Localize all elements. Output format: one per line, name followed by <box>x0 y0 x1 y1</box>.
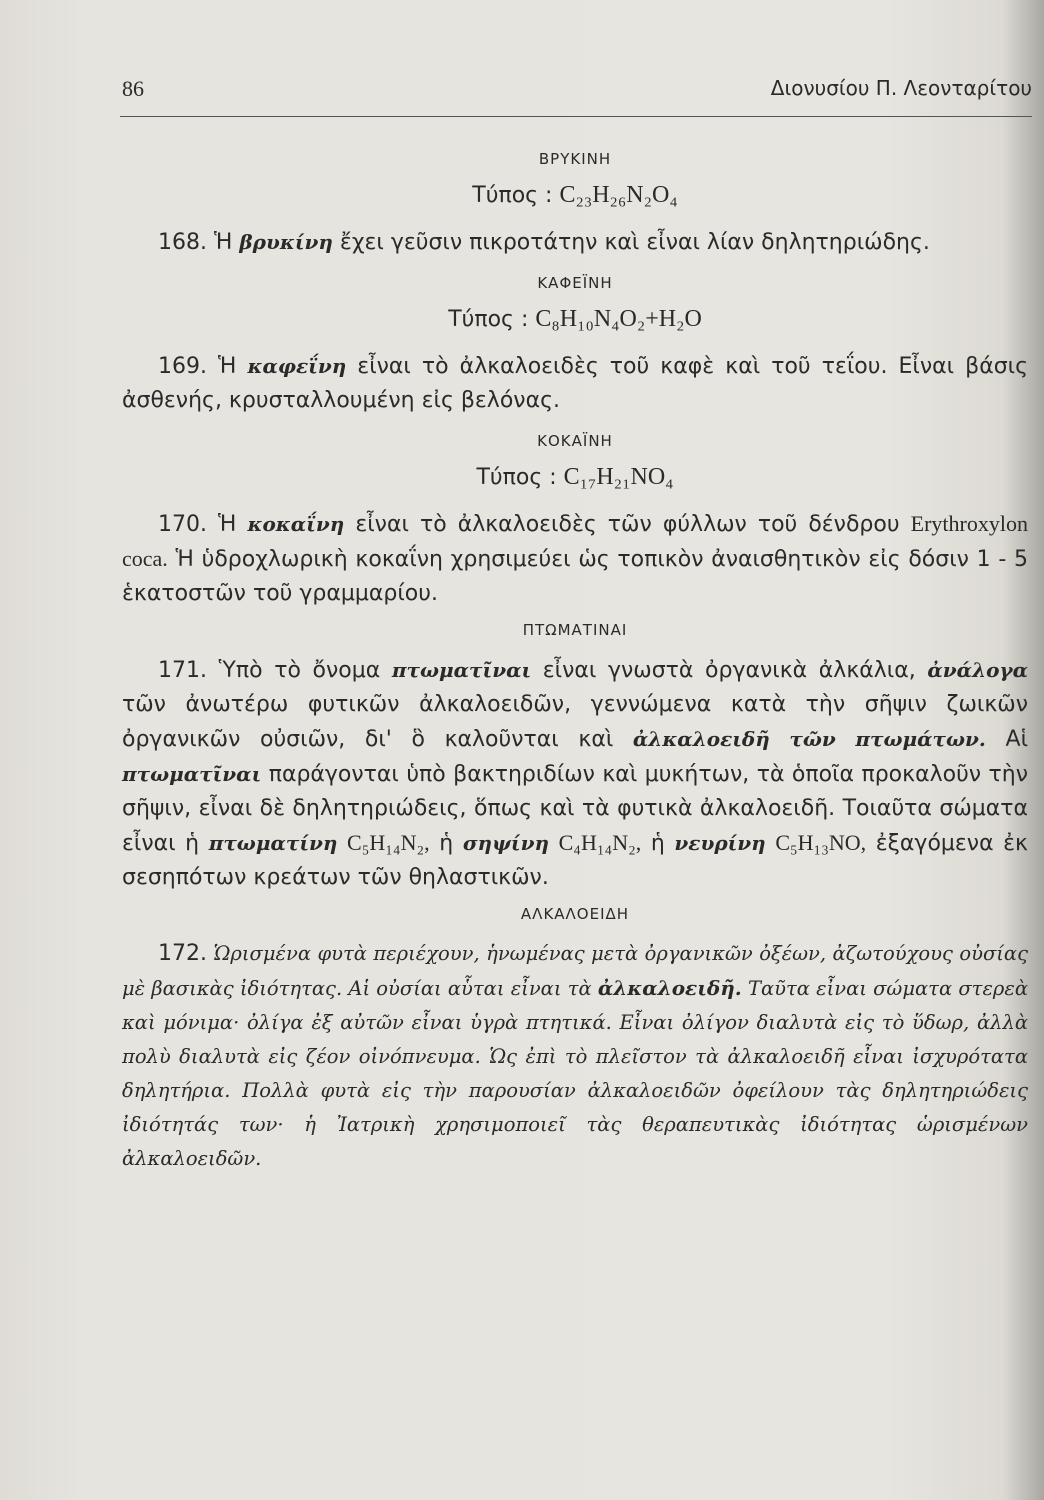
paragraph-170 <box>122 507 1028 611</box>
latin-name: Erythroxylon coca. <box>122 511 1028 571</box>
paragraph-169 <box>122 349 1028 418</box>
compound-name: σηψίνη <box>462 831 550 855</box>
chemical-formula: C₁₇H₂₁NO₄ <box>563 464 674 490</box>
emphasis: πτωματῖναι <box>122 762 262 786</box>
page-number: 86 <box>122 76 144 101</box>
formula-line <box>122 464 1028 491</box>
chemical-formula: C₅H₁₄N₂, <box>347 830 430 855</box>
paragraph-number: 172. <box>158 941 207 966</box>
chemical-formula: C₈H₁₀N₄O₂+H₂O <box>535 306 702 332</box>
paragraph-text: ἡ <box>439 831 454 856</box>
type-label: Τύπος : <box>476 465 557 490</box>
type-label: Τύπος : <box>448 307 529 332</box>
chemical-formula: C₅H₁₃NO, <box>775 830 867 855</box>
paragraph-text: εἶναι γνωστὰ ὀργανικὰ ἀλκάλια, <box>542 658 916 683</box>
paragraph-number: 169. <box>158 354 207 379</box>
paragraph-text: Αἱ <box>1005 727 1029 752</box>
paragraph-number: 168. <box>158 230 207 255</box>
paragraph-168 <box>122 225 1028 260</box>
article: Ἡ <box>213 230 233 255</box>
compound-name: κοκαΐνη <box>247 512 345 536</box>
page-body <box>122 150 1028 1186</box>
running-title: Διονυσίου Π. Λεονταρίτου <box>770 76 1032 100</box>
section-heading: ΑΛΚΑΛΟΕΙΔΗ <box>520 905 630 923</box>
paragraph-number: 170. <box>158 512 207 537</box>
paragraph-text: Ταῦτα εἶναι σώματα στερεὰ καὶ μόνιμα· ὀλίγα ἐξ αὐτῶν εἶναι ὑγρὰ πτητικά. Εἶναι ὀλίγον διαλυτὰ εἰς τὸ ὕδωρ, ἀλλὰ πολὺ διαλυτὰ εἰς ζέον οἰνόπνευμα. Ὡς ἐπὶ τὸ πλεῖστον τὰ ἀλκαλοειδῆ εἶναι ἰσχυρότατα δηλητήρια. Πολλὰ φυτὰ εἰς τὴν παρουσίαν ἀλκαλοειδῶν ὀφείλουν τὰς δηλητηριώδεις ἰδιότητάς των· ἡ Ἰατρικὴ χρησιμοποιεῖ τὰς θεραπευτικὰς ἰδιότητας ὡρισμένων ἀλκαλοειδῶν. <box>122 977 1028 1170</box>
type-label: Τύπος : <box>472 183 553 208</box>
paragraph-172 <box>122 937 1028 1176</box>
paragraph-number: 171. <box>158 658 207 683</box>
chemical-formula: C₄H₁₄N₂, <box>558 830 642 855</box>
paragraph-text: εἶναι τὸ ἀλκαλοειδὲς τῶν φύλλων τοῦ δένδρου <box>355 512 900 537</box>
chemical-formula: C₂₃H₂₆N₂O₄ <box>559 182 678 208</box>
compound-name: πτωματίνη <box>208 831 338 855</box>
paragraph-text: παράγονται ὑπὸ βακτηριδίων καὶ μυκήτων, τὰ ὁποῖα προκαλοῦν τὴν σῆψιν, εἶναι δὲ δηλητηριώδεις, ὅπως καὶ τὰ φυτικὰ ἀλκαλοειδῆ. Τοιαῦτα σώματα εἶναι ἡ <box>122 762 1029 856</box>
article: Ἡ <box>218 354 237 379</box>
header-rule <box>120 116 1032 117</box>
article: Ἡ <box>218 512 237 537</box>
paragraph-171 <box>122 653 1028 895</box>
emphasis: ἀλκαλοειδῆ τῶν πτωμάτων. <box>632 727 986 751</box>
emphasis: ἀνάλογα <box>927 658 1029 682</box>
formula-line <box>122 182 1028 209</box>
section-heading: ΠΤΩΜΑΤΙΝΑΙ <box>522 621 628 639</box>
formula-line <box>122 306 1028 333</box>
emphasis: ἀλκαλοειδῆ. <box>597 976 742 1000</box>
section-heading: ΒΡΥΚΙΝΗ <box>538 150 612 168</box>
section-heading: ΚΟΚΑΪΝΗ <box>537 432 613 450</box>
paragraph-text: ἡ <box>650 831 665 856</box>
paragraph-text: Ἡ ὑδροχλωρικὴ κοκαΐνη χρησιμεύει ὡς τοπικὸν ἀναισθητικὸν εἰς δόσιν 1 - 5 ἑκατοστῶν τοῦ γραμμαρίου. <box>122 547 1028 606</box>
emphasis: πτωματῖναι <box>391 658 532 682</box>
paragraph-text: Ὡρισμένα φυτὰ περιέχουν, ἡνωμένας μετὰ ὀργανικῶν ὀξέων, ἀζωτούχους οὐσίας μὲ βασικὰς ἰδιότητας. Αἱ οὐσίαι αὗται εἶναι τὰ <box>122 942 1028 1000</box>
paragraph-text: Ὑπὸ τὸ ὄνομα <box>218 658 381 683</box>
paragraph-text: ἐξαγόμενα ἐκ σεσηπότων κρεάτων τῶν θηλαστικῶν. <box>122 831 1029 890</box>
paragraph-text: τῶν ἀνωτέρω φυτικῶν ἀλκαλοειδῶν, γεννώμενα κατὰ τὴν σῆψιν ζωικῶν ὀργανικῶν οὐσιῶν, δι' ὃ καλοῦνται καὶ <box>122 692 1028 752</box>
paragraph-text: ἔχει γεῦσιν πικροτάτην καὶ εἶναι λίαν δηλητηριώδης. <box>339 230 930 255</box>
compound-name: βρυκίνη <box>239 230 333 254</box>
compound-name: νευρίνη <box>674 831 766 855</box>
compound-name: καφεΐνη <box>247 354 347 378</box>
section-heading: ΚΑΦΕΪΝΗ <box>537 274 613 292</box>
paragraph-text: εἶναι τὸ ἀλκαλοειδὲς τοῦ καφὲ καὶ τοῦ τεΐου. Εἶναι βάσις ἀσθενής, κρυσταλλουμένη εἰς βελόνας. <box>122 354 1028 413</box>
